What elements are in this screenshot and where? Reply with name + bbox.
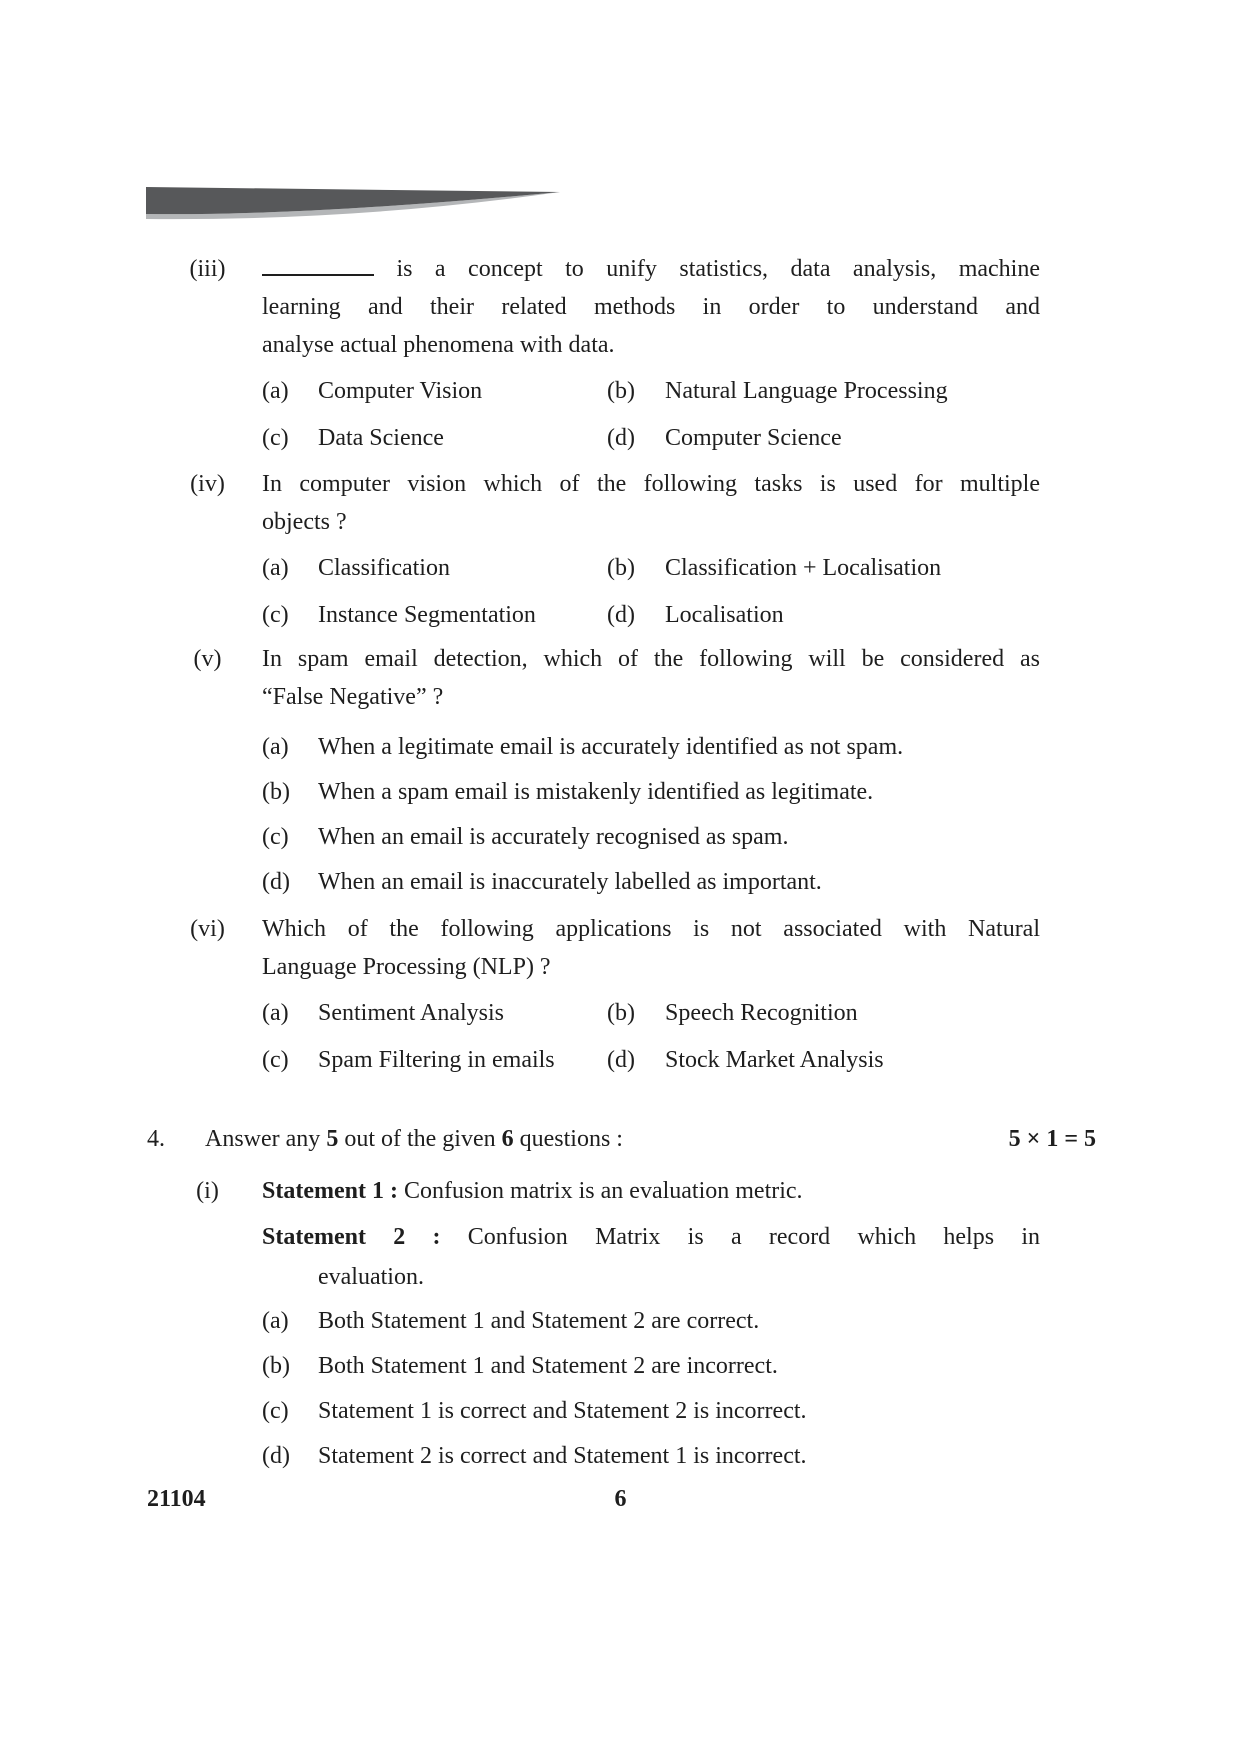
- footer-paper-code: 21104: [147, 1486, 206, 1512]
- option-text: Spam Filtering in emails: [318, 1047, 555, 1073]
- statement-1-line: Statement 1 : Confusion matrix is an evaluation metric.: [262, 1178, 803, 1204]
- question-vi-block: [185, 910, 1040, 1079]
- statement-2-line: Statement 2 : Confusion Matrix is a record which helps in: [262, 1224, 1040, 1250]
- stem-line: In computer vision which of the following tasks is used for multiple: [262, 471, 1040, 497]
- option-key: (c): [262, 1398, 289, 1424]
- option-key: (c): [262, 602, 289, 628]
- stem-line: objects ?: [262, 509, 347, 535]
- option-text: Both Statement 1 and Statement 2 are correct.: [318, 1308, 760, 1334]
- option-key: (d): [262, 1443, 290, 1469]
- stem-line: Which of the following applications is not associated with Natural: [262, 916, 1040, 942]
- question-v-number: (v): [193, 646, 222, 672]
- question-iv-body: [262, 465, 1040, 634]
- option-key: (b): [607, 378, 635, 404]
- question-vi-number: (vi): [190, 916, 225, 942]
- question-vi-body: [262, 910, 1040, 1079]
- option-key: (b): [607, 1000, 635, 1026]
- option-text: Data Science: [318, 425, 444, 451]
- question-4i-block: [185, 1172, 1096, 1475]
- options-grid: [262, 994, 1040, 1079]
- option-text: Computer Vision: [318, 378, 483, 404]
- option-key: (d): [607, 425, 635, 451]
- option-key: (a): [262, 555, 289, 581]
- options-list: [262, 728, 1040, 901]
- question-4i-number: (i): [196, 1178, 219, 1204]
- option-text: When an email is accurately recognised as spam.: [318, 824, 789, 850]
- option-key: (a): [262, 734, 289, 760]
- stem-line: is a concept to unify statistics, data analysis, machine: [262, 250, 1040, 288]
- option-text: When a legitimate email is accurately identified as not spam.: [318, 734, 904, 760]
- option-text: Classification + Localisation: [665, 555, 942, 581]
- question-iv-block: [185, 465, 1040, 634]
- option-key: (a): [262, 378, 289, 404]
- option-text: Classification: [318, 555, 450, 581]
- option-text: Statement 2 is correct and Statement 1 is incorrect.: [318, 1443, 807, 1469]
- option-text: Localisation: [665, 602, 784, 628]
- question-v-body: [262, 640, 1040, 901]
- option-key: (c): [262, 824, 289, 850]
- option-text: Natural Language Processing: [665, 378, 948, 404]
- options-grid: [262, 549, 1040, 634]
- option-text: When a spam email is mistakenly identified as legitimate.: [318, 779, 874, 805]
- header-swoosh-decoration: [146, 186, 561, 224]
- statement-2-continuation: evaluation.: [318, 1264, 424, 1290]
- options-grid: [262, 372, 1040, 457]
- option-text: Computer Science: [665, 425, 842, 451]
- marks-scheme: 5 × 1 = 5: [1008, 1126, 1096, 1152]
- question-v-block: [185, 640, 1040, 901]
- question-iii-number: (iii): [189, 256, 226, 282]
- question-4-header: [147, 1120, 1096, 1158]
- option-text: Both Statement 1 and Statement 2 are incorrect.: [318, 1353, 778, 1379]
- option-text: Statement 1 is correct and Statement 2 is incorrect.: [318, 1398, 807, 1424]
- option-key: (c): [262, 425, 289, 451]
- question-iii-body: [262, 250, 1040, 457]
- option-key: (b): [262, 779, 290, 805]
- stem-line: “False Negative” ?: [262, 684, 444, 710]
- option-key: (d): [607, 1047, 635, 1073]
- option-text: When an email is inaccurately labelled as important.: [318, 869, 822, 895]
- option-key: (a): [262, 1308, 289, 1334]
- option-text: Instance Segmentation: [318, 602, 536, 628]
- option-key: (d): [262, 869, 290, 895]
- question-iv-number: (iv): [190, 471, 225, 497]
- option-text: Speech Recognition: [665, 1000, 858, 1026]
- stem-line: Language Processing (NLP) ?: [262, 954, 551, 980]
- stem-line: learning and their related methods in order to understand and: [262, 294, 1040, 320]
- option-key: (b): [607, 555, 635, 581]
- option-key: (a): [262, 1000, 289, 1026]
- fill-in-blank-line: [262, 251, 374, 276]
- stem-line: analyse actual phenomena with data.: [262, 332, 615, 358]
- question-4i-body: [262, 1172, 1040, 1475]
- options-list: [262, 1302, 1040, 1475]
- footer-page-number: 6: [614, 1486, 627, 1512]
- question-4-block: [147, 1120, 1096, 1475]
- question-iii-block: [185, 250, 1040, 457]
- option-key: (b): [262, 1353, 290, 1379]
- question-4-number: 4.: [147, 1126, 165, 1152]
- stem-line: In spam email detection, which of the following will be considered as: [262, 646, 1040, 672]
- option-text: Sentiment Analysis: [318, 1000, 504, 1026]
- statement-2-paragraph: [262, 1217, 1040, 1297]
- question-4-instruction: Answer any 5 out of the given 6 questions :: [205, 1126, 623, 1152]
- option-key: (c): [262, 1047, 289, 1073]
- option-text: Stock Market Analysis: [665, 1047, 884, 1073]
- option-key: (d): [607, 602, 635, 628]
